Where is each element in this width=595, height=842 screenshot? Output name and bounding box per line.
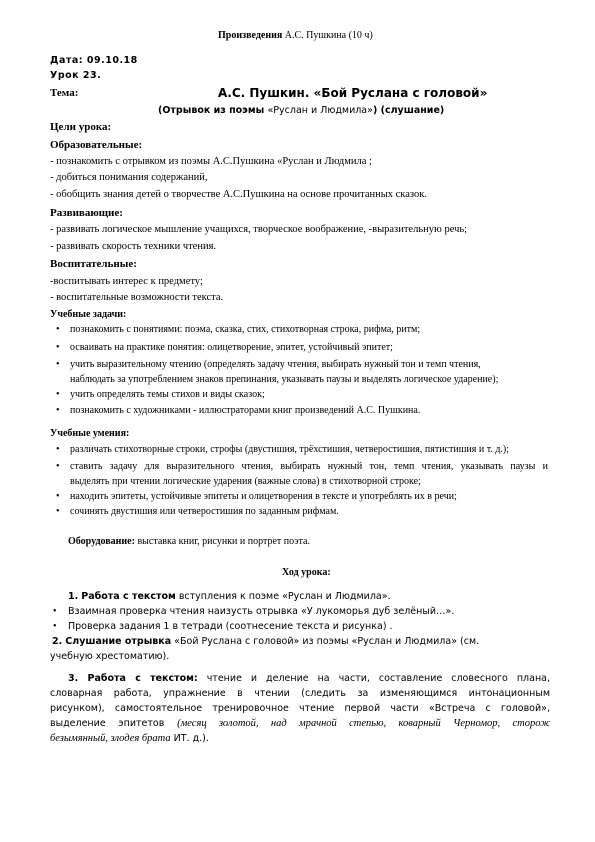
topic-label: Тема:: [50, 87, 79, 99]
bullet-icon: •: [56, 342, 60, 353]
tasks-heading: Учебные задачи:: [50, 309, 127, 320]
course-heading: Ход урока:: [282, 567, 331, 578]
skill-item: сочинять двустишия или четверостишия по заданным рифмам.: [70, 506, 339, 517]
skill-item-continued: выделять при чтении логические ударения (важные слова) в стихотворной строке;: [70, 476, 421, 487]
topic-subtitle-c: ) (слушание): [372, 105, 445, 116]
educational-heading: Образовательные:: [50, 139, 143, 151]
header-title-bold: Произведения: [218, 30, 283, 41]
step-title: Слушание отрывка: [65, 636, 172, 647]
developmental-item: - развивать скорость техники чтения.: [50, 241, 217, 252]
bullet-icon: •: [56, 359, 60, 370]
course-bullet-item: Проверка задания 1 в тетради (соотнесение текста и рисунка) .: [68, 621, 393, 632]
course-step-3-line: [68, 673, 550, 684]
bullet-icon: •: [56, 324, 60, 335]
equipment-line: [68, 536, 310, 547]
task-item: учить определять темы стихов и виды сказок;: [70, 389, 265, 400]
topic-subtitle-a: (Отрывок из поэмы: [158, 105, 268, 116]
course-step-1: [68, 591, 391, 602]
educational-item: - добиться понимания содержаний,: [50, 172, 208, 183]
bullet-icon: •: [56, 506, 60, 517]
step-number: 1.: [68, 591, 79, 602]
task-item-continued: наблюдать за употреблением знаков препинания, указывать паузы и выделять логическое ударение);: [70, 374, 499, 385]
equipment-text: выставка книг, рисунки и портрет поэта.: [134, 536, 310, 547]
course-step-3-line: [50, 733, 209, 744]
step-text: вступления к поэме «Руслан и Людмила».: [175, 591, 391, 602]
task-item: осваивать на практике понятия: олицетворение, эпитет, устойчивый эпитет;: [70, 342, 393, 353]
step-text: «Бой Руслана с головой» из поэмы «Руслан и Людмила» (см.: [171, 636, 480, 647]
task-item: познакомить с художниками - иллюстраторами книг произведений А.С. Пушкина.: [70, 405, 421, 416]
skills-heading: Учебные умения:: [50, 428, 130, 439]
course-step-3-line: [50, 718, 550, 729]
topic-title: А.С. Пушкин. «Бой Руслана с головой»: [218, 86, 488, 100]
course-bullet-item: Взаимная проверка чтения наизусть отрывка «У лукоморья дуб зелёный…».: [68, 606, 455, 617]
bullet-icon: •: [53, 621, 57, 632]
bullet-icon: •: [56, 389, 60, 400]
header-title-rest: А.С. Пушкина (10 ч): [282, 30, 373, 41]
upbringing-item: -воспитывать интерес к предмету;: [50, 276, 203, 287]
task-item: познакомить с понятиями: поэма, сказка, стих, стихотворная строка, рифма, ритм;: [70, 324, 421, 335]
task-item: учить выразительному чтению (определять задачу чтения, выбирать нужный тон и темп чтения,: [70, 359, 481, 370]
course-step-2-continued: учебную хрестоматию).: [50, 651, 170, 662]
bullet-icon: •: [56, 444, 60, 455]
topic-subtitle-b: «Руслан и Людмила»: [267, 105, 373, 116]
bullet-icon: •: [56, 491, 60, 502]
step-text: чтение и деление на части, составление словесного плана,: [197, 673, 550, 684]
step-title: Работа с текстом: [81, 591, 176, 602]
topic-subtitle: [158, 105, 444, 116]
skill-item: ставить задачу для выразительного чтения, выбирать нужный тон, темп чтения, указывать паузы и: [70, 461, 548, 472]
step-number: 2.: [52, 636, 63, 647]
upbringing-heading: Воспитательные:: [50, 258, 137, 270]
educational-item: - обобщить знания детей о творчестве А.С.Пушкина на основе прочитанных сказок.: [50, 189, 427, 200]
step-title: 3. Работа с текстом:: [68, 673, 198, 684]
bullet-icon: •: [53, 606, 57, 617]
step-text: ИТ. д.).: [170, 733, 209, 744]
skill-item: находить эпитеты, устойчивые эпитеты и олицетворения в тексте и употреблять их в речи;: [70, 491, 457, 502]
bullet-icon: •: [56, 405, 60, 416]
step-text: выделение эпитетов: [50, 718, 178, 729]
epithets-text: безымянный, злодея брата: [50, 733, 171, 744]
upbringing-item: - воспитательные возможности текста.: [50, 292, 224, 303]
developmental-heading: Развивающие:: [50, 207, 123, 219]
equipment-label: Оборудование:: [68, 536, 135, 547]
goals-heading: Цели урока:: [50, 121, 112, 133]
lesson-date: Дата: 09.10.18: [50, 55, 138, 66]
skill-item: различать стихотворные строки, строфы (двустишия, трёхстишия, четверостишия, пятистишия и т. д.);: [70, 444, 510, 455]
developmental-item: - развивать логическое мышление учащихся, творческое воображение, -выразительную речь;: [50, 224, 468, 235]
lesson-number: Урок 23.: [50, 70, 102, 81]
educational-item: - познакомить с отрывком из поэмы А.С.Пушкина «Руслан и Людмила ;: [50, 156, 372, 167]
page-header: [218, 30, 373, 41]
course-step-3-line: рисунком), самостоятельное тренировочное чтение первой части «Встреча с головой»,: [50, 703, 550, 714]
epithets-text: (месяц золотой, над мрачной степью, коварный Черномор, сторож: [177, 718, 550, 729]
course-step-3-line: словарная работа, упражнение в чтении (следить за изменяющимся интонационным: [50, 688, 550, 699]
course-step-2: [52, 636, 479, 647]
bullet-icon: •: [56, 461, 60, 472]
